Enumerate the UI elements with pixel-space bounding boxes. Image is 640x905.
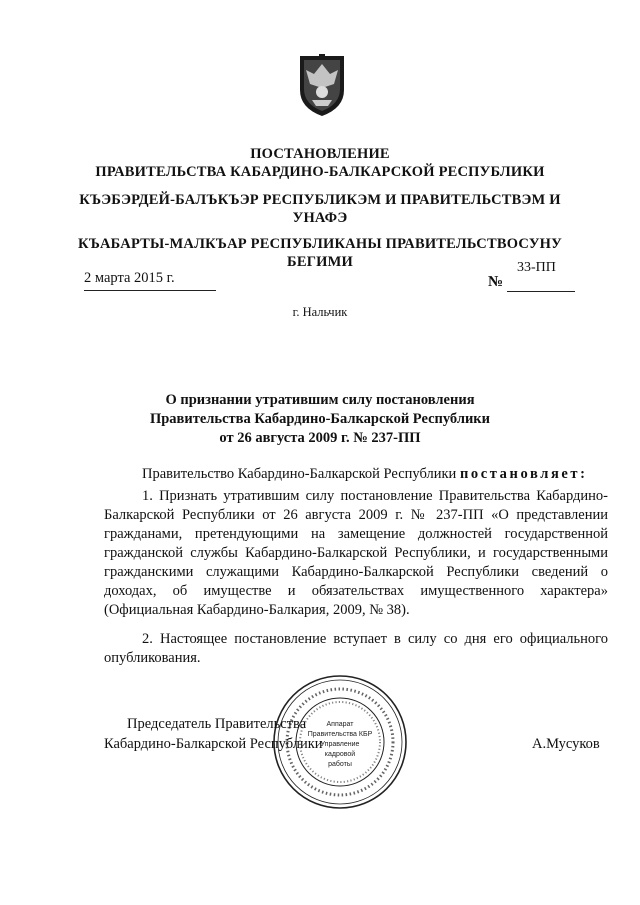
government-name-balkar: КЪАБАРТЫ-МАЛКЪАР РЕСПУБЛИКАНЫ ПРАВИТЕЛЬСТВОСУНУ (78, 236, 562, 252)
number-underline (507, 291, 575, 292)
document-number: 33-ПП (517, 260, 556, 275)
government-name-kabardian-cont: УНАФЭ (292, 210, 348, 226)
city-name: г. Нальчик (292, 305, 348, 319)
government-name-ru: ПРАВИТЕЛЬСТВА КАБАРДИНО-БАЛКАРСКОЙ РЕСПУБЛИКИ (95, 164, 545, 180)
seal-text-5: работы (328, 761, 352, 768)
intro-emphasis: постановляет: (459, 466, 588, 482)
resolution-item-2: 2. Настоящее постановление вступает в силу со дня его официального опубликования. (104, 631, 608, 666)
signatory-position-line-1: Председатель Правительства (127, 716, 307, 732)
document-date: 2 марта 2015 г. (84, 270, 175, 286)
signatory-position-line-2: Кабардино-Балкарской Республики (104, 736, 323, 752)
seal-text-4: кадровой (324, 751, 356, 758)
number-sign: № (488, 274, 504, 290)
doc-title-line-1: О признании утратившим силу постановления (165, 392, 475, 408)
signatory-name: А.Мусуков (532, 736, 600, 752)
government-name-balkar-cont: БЕГИМИ (287, 254, 353, 270)
intro-text: Правительство Кабардино-Балкарской Республики (142, 466, 460, 482)
doc-title-line-2: Правительства Кабардино-Балкарской Республики (149, 411, 491, 427)
government-name-kabardian: КЪЭБЭРДЕЙ-БАЛЪКЪЭР РЕСПУБЛИКЭМ И ПРАВИТЕЛЬСТВЭМ И (79, 192, 561, 208)
date-underline (84, 290, 216, 291)
doc-type-heading: ПОСТАНОВЛЕНИЕ (250, 146, 390, 162)
intro-paragraph (142, 465, 608, 484)
coat-of-arms-icon (292, 50, 352, 118)
seal-text-3: Управление (320, 741, 360, 748)
doc-title-line-3: от 26 августа 2009 г. № 237-ПП (219, 430, 421, 446)
resolution-item-1: 1. Признать утратившим силу постановление Правительства Кабардино-Балкарской Республики от 26 августа 2009 г. № 237-ПП «О представлении гражданами, претендующими на замещение должностей государственной гражданской службы Кабардино-Балкарской Республики, и государственными гражданскими служащими Кабардино-Балкарской Республики сведений о доходах, об имуществе и обязательствах имущественного характера» (Официальная Кабардино-Балкария, 2009, № 38). (104, 488, 608, 618)
seal-text-1: Аппарат (326, 721, 354, 728)
seal-text-2: Правительства КБР (307, 731, 373, 738)
